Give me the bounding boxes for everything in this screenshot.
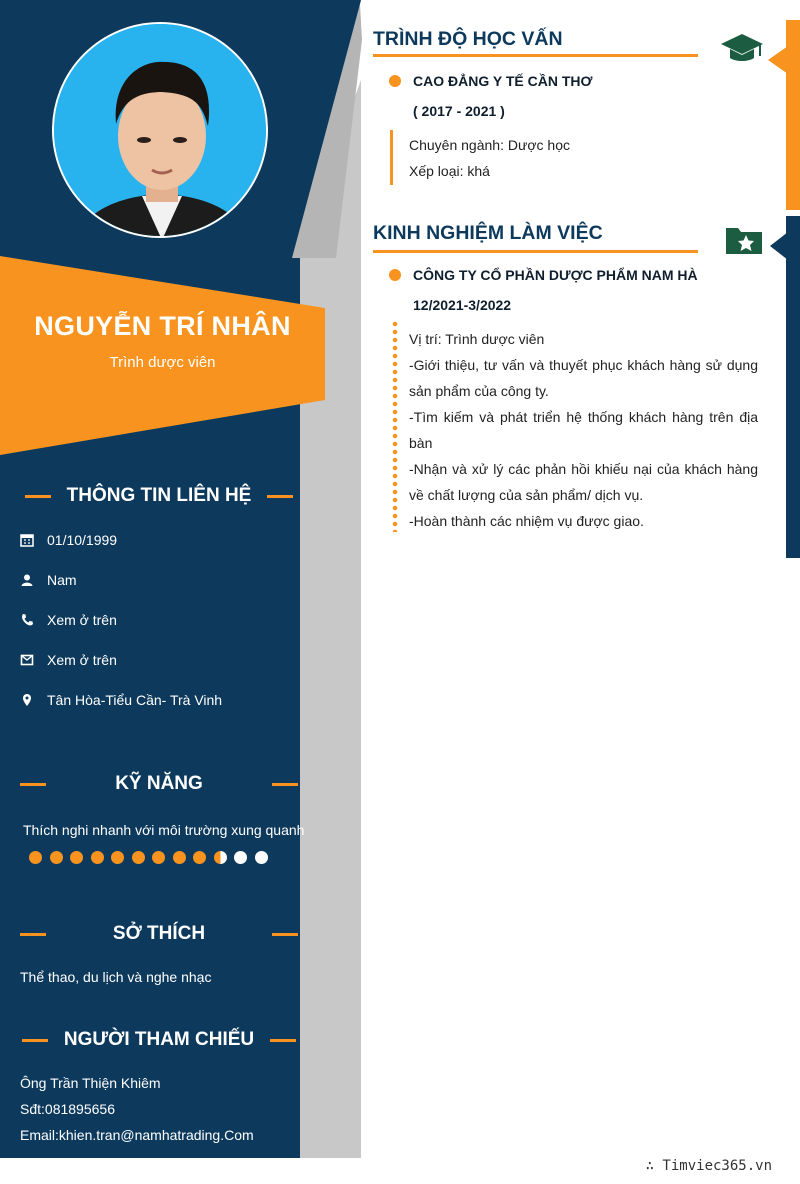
experience-bullet bbox=[389, 269, 401, 281]
contact-item-address bbox=[20, 689, 222, 711]
skill-rating-dot bbox=[29, 851, 42, 864]
experience-heading-rule bbox=[373, 250, 698, 253]
footer-brand bbox=[646, 1158, 772, 1174]
candidate-role: Trình dược viên bbox=[109, 354, 216, 371]
contact-item-birthday bbox=[20, 529, 117, 551]
graduation-cap-icon bbox=[720, 32, 764, 64]
footer-brand-text: Timviec365.vn bbox=[662, 1158, 772, 1174]
skill-rating-dot bbox=[193, 851, 206, 864]
experience-period: 12/2021-3/2022 bbox=[413, 297, 512, 313]
contact-item-gender bbox=[20, 569, 77, 591]
skill-rating-dot bbox=[132, 851, 145, 864]
profile-photo bbox=[52, 22, 268, 238]
hobbies-heading-text: SỞ THÍCH bbox=[112, 923, 206, 944]
hobbies-text: Thể thao, du lịch và nghe nhạc bbox=[20, 969, 212, 985]
experience-dotted-line bbox=[392, 320, 398, 532]
skill-rating-dot bbox=[50, 851, 63, 864]
contact-heading-text: THÔNG TIN LIÊN HỆ bbox=[66, 485, 252, 506]
skill-rating-dot bbox=[111, 851, 124, 864]
reference-email: Email:khien.tran@namhatrading.Com bbox=[20, 1127, 254, 1143]
location-pin-icon bbox=[20, 693, 34, 707]
hobbies-heading bbox=[0, 919, 318, 949]
heading-dash bbox=[20, 783, 46, 786]
education-arrow-marker bbox=[768, 46, 788, 74]
heading-dash bbox=[272, 933, 298, 936]
education-side-bar bbox=[786, 20, 800, 210]
experience-heading: KINH NGHIỆM LÀM VIỆC bbox=[373, 222, 603, 244]
skill-rating-dot bbox=[214, 851, 227, 864]
experience-detail-line: -Nhận và xử lý các phản hồi khiếu nại của khách hàng về chất lượng của sản phẩm/ dịch vụ. bbox=[409, 461, 758, 503]
education-period: ( 2017 - 2021 ) bbox=[413, 103, 505, 119]
experience-detail-line: -Giới thiệu, tư vấn và thuyết phục khách hàng sử dụng sản phẩm của công ty. bbox=[409, 357, 758, 399]
education-grade: Xếp loại: khá bbox=[409, 163, 490, 179]
logo-dots-icon: ∴ bbox=[645, 1158, 663, 1174]
skill-rating-dot bbox=[173, 851, 186, 864]
experience-arrow-marker bbox=[770, 232, 788, 260]
candidate-name: NGUYỄN TRÍ NHÂN bbox=[34, 311, 291, 341]
education-major: Chuyên ngành: Dược học bbox=[409, 137, 570, 153]
experience-detail-line: -Hoàn thành các nhiệm vụ được giao. bbox=[409, 513, 644, 529]
skills-heading bbox=[0, 769, 318, 799]
contact-text: Xem ở trên bbox=[47, 652, 117, 668]
experience-detail-line: Vị trí: Trình dược viên bbox=[409, 331, 545, 347]
experience-company: CÔNG TY CỔ PHẦN DƯỢC PHẨM NAM HÀ bbox=[413, 267, 698, 283]
contact-text: Nam bbox=[47, 572, 77, 588]
heading-dash bbox=[22, 1039, 48, 1042]
reference-name: Ông Trần Thiện Khiêm bbox=[20, 1075, 161, 1091]
contact-heading bbox=[0, 481, 318, 511]
skill-rating-dot bbox=[70, 851, 83, 864]
heading-dash bbox=[267, 495, 293, 498]
skill-rating-dot bbox=[152, 851, 165, 864]
phone-icon bbox=[20, 613, 34, 627]
education-heading-rule bbox=[373, 54, 698, 57]
heading-dash bbox=[20, 933, 46, 936]
skill-rating-dot bbox=[91, 851, 104, 864]
contact-text: Xem ở trên bbox=[47, 612, 117, 628]
heading-dash bbox=[272, 783, 298, 786]
skill-label: Thích nghi nhanh với môi trường xung quanh bbox=[23, 822, 305, 838]
skill-rating-dot bbox=[234, 851, 247, 864]
references-heading bbox=[0, 1025, 318, 1055]
calendar-icon bbox=[20, 533, 34, 547]
education-school: CAO ĐẲNG Y TẾ CẦN THƠ bbox=[413, 73, 593, 89]
reference-phone: Sđt:081895656 bbox=[20, 1101, 115, 1117]
heading-dash bbox=[25, 495, 51, 498]
contact-text: Tân Hòa-Tiểu Cần- Trà Vinh bbox=[47, 692, 223, 708]
references-heading-text: NGƯỜI THAM CHIẾU bbox=[63, 1029, 255, 1050]
education-bullet bbox=[389, 75, 401, 87]
skill-rating-dot bbox=[255, 851, 268, 864]
email-icon bbox=[20, 653, 34, 667]
user-icon bbox=[20, 573, 34, 587]
experience-detail-line: -Tìm kiếm và phát triển hệ thống khách hàng trên địa bàn bbox=[409, 409, 758, 451]
experience-details bbox=[409, 326, 758, 534]
skills-heading-text: KỸ NĂNG bbox=[115, 773, 203, 794]
skill-rating bbox=[29, 851, 275, 864]
heading-dash bbox=[270, 1039, 296, 1042]
contact-text: 01/10/1999 bbox=[47, 532, 118, 548]
experience-side-bar bbox=[786, 216, 800, 558]
education-heading: TRÌNH ĐỘ HỌC VẤN bbox=[373, 28, 563, 50]
education-vertical-bar bbox=[390, 130, 393, 185]
briefcase-star-icon bbox=[724, 222, 764, 256]
contact-item-phone bbox=[20, 609, 117, 631]
contact-item-email bbox=[20, 649, 117, 671]
